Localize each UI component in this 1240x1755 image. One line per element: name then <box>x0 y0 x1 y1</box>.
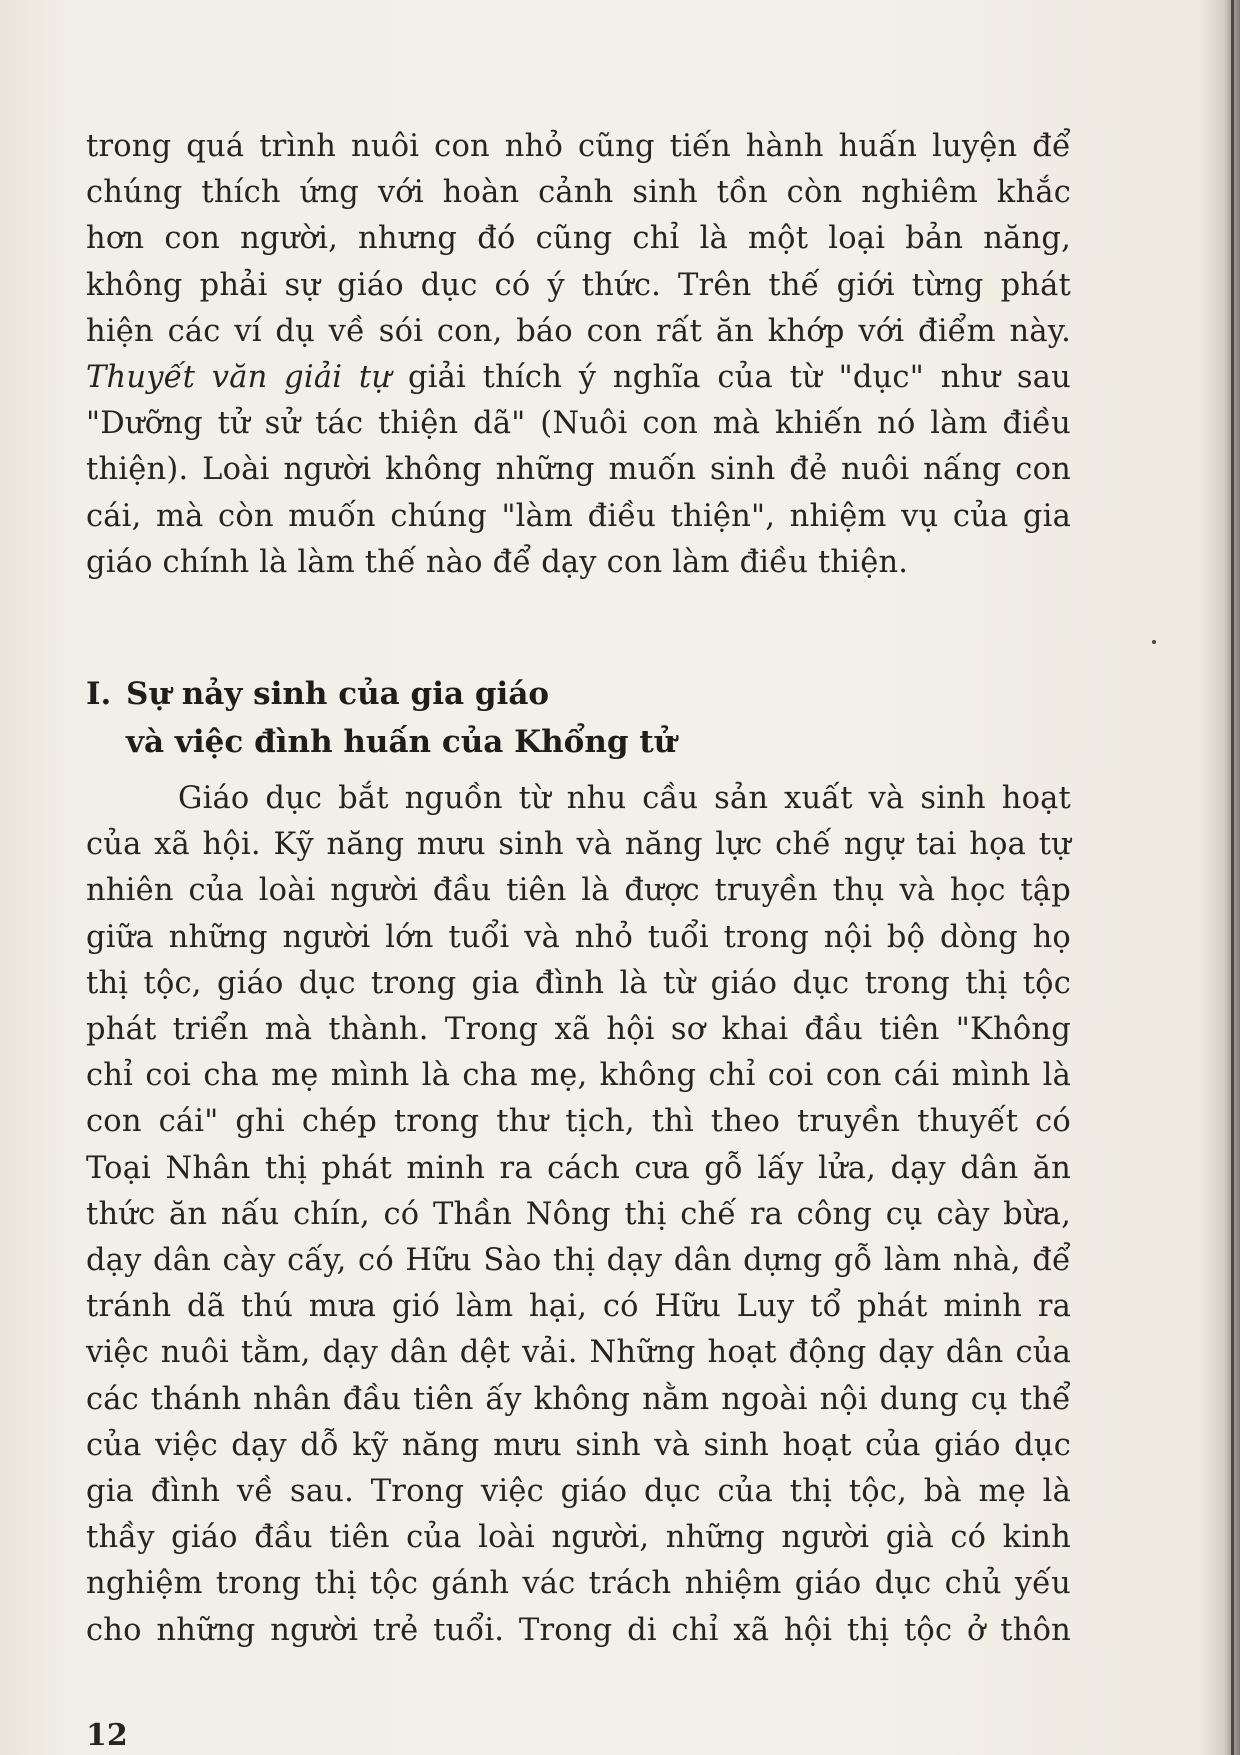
section-heading <box>86 670 676 766</box>
text-line: gia đình về sau. Trong việc giáo dục của thị tộc, bà mẹ là <box>86 1474 1071 1510</box>
text-line: nghiệm trong thị tộc gánh vác trách nhiệm giáo dục chủ yếu <box>86 1566 1071 1602</box>
page-edge-shadow <box>1200 0 1240 1755</box>
text-line: của việc dạy dỗ kỹ năng mưu sinh và sinh hoạt của giáo dục <box>86 1427 1071 1463</box>
text-line: giữa những người lớn tuổi và nhỏ tuổi trong nội bộ dòng họ <box>86 919 1071 955</box>
text-line: nhiên của loài người đầu tiên là được truyền thụ và học tập <box>86 873 1071 909</box>
text-line: giáo chính là làm thế nào để dạy con làm điều thiện. <box>86 544 909 580</box>
intro-paragraph <box>86 124 1071 586</box>
text-line: chỉ coi cha mẹ mình là cha mẹ, không chỉ coi con cái mình là <box>86 1058 1071 1094</box>
text-line: tránh dã thú mưa gió làm hại, có Hữu Luy tổ phát minh ra <box>86 1289 1071 1325</box>
text-line: của xã hội. Kỹ năng mưu sinh và năng lực chế ngự tai họa tự <box>86 827 1071 863</box>
text-line-with-italic-title <box>86 355 1071 401</box>
italic-book-title: Thuyết văn giải tự <box>86 360 392 396</box>
paper-speck <box>1152 640 1156 644</box>
text-line: phát triển mà thành. Trong xã hội sơ khai đầu tiên "Không <box>86 1012 1071 1048</box>
text-line: dạy dân cày cấy, có Hữu Sào thị dạy dân dựng gỗ làm nhà, để <box>86 1243 1071 1279</box>
text-line: trong quá trình nuôi con nhỏ cũng tiến hành huấn luyện để <box>86 129 1071 164</box>
text-line: Giáo dục bắt nguồn từ nhu cầu sản xuất và sinh hoạt <box>178 781 1071 816</box>
text-line: "Dưỡng tử sử tác thiện dã" (Nuôi con mà khiến nó làm điều <box>86 406 1071 442</box>
section-title-line-2: và việc đình huấn của Khổng tử <box>126 724 677 760</box>
text-line: các thánh nhân đầu tiên ấy không nằm ngoài nội dung cụ thể <box>86 1381 1071 1417</box>
text-line: cái, mà còn muốn chúng "làm điều thiện", nhiệm vụ của gia <box>86 498 1071 534</box>
text-line: thị tộc, giáo dục trong gia đình là từ giáo dục trong thị tộc <box>86 965 1071 1001</box>
text-line: thức ăn nấu chín, có Thần Nông thị chế ra công cụ cày bừa, <box>86 1196 1071 1232</box>
text-line: hiện các ví dụ về sói con, báo con rất ăn khớp với điểm này. <box>86 313 1071 349</box>
text-line: việc nuôi tằm, dạy dân dệt vải. Những hoạt động dạy dân của <box>86 1335 1071 1371</box>
text-line: không phải sự giáo dục có ý thức. Trên thế giới từng phát <box>86 267 1071 303</box>
section-number: I. <box>86 676 112 712</box>
text-line: chúng thích ứng với hoàn cảnh sinh tồn còn nghiêm khắc <box>86 175 1071 211</box>
text-line: Toại Nhân thị phát minh ra cách cưa gỗ lấy lửa, dạy dân ăn <box>86 1150 1071 1186</box>
section-title-line-1: Sự nảy sinh của gia giáo <box>126 676 550 712</box>
text-line: thầy giáo đầu tiên của loài người, những người già có kinh <box>86 1520 1071 1556</box>
text-line: cho những người trẻ tuổi. Trong di chỉ xã hội thị tộc ở thôn <box>86 1612 1071 1648</box>
text-line: con cái" ghi chép trong thư tịch, thì theo truyền thuyết có <box>86 1104 1071 1140</box>
text-fragment: giải thích ý nghĩa của từ "dục" như sau <box>407 360 1071 396</box>
page-edge-line <box>1231 0 1234 1755</box>
text-line: hơn con người, nhưng đó cũng chỉ là một loại bản năng, <box>86 221 1071 257</box>
page-number: 12 <box>86 1718 128 1753</box>
section-paragraph <box>86 776 1071 1654</box>
text-line: thiện). Loài người không những muốn sinh đẻ nuôi nấng con <box>86 452 1071 488</box>
